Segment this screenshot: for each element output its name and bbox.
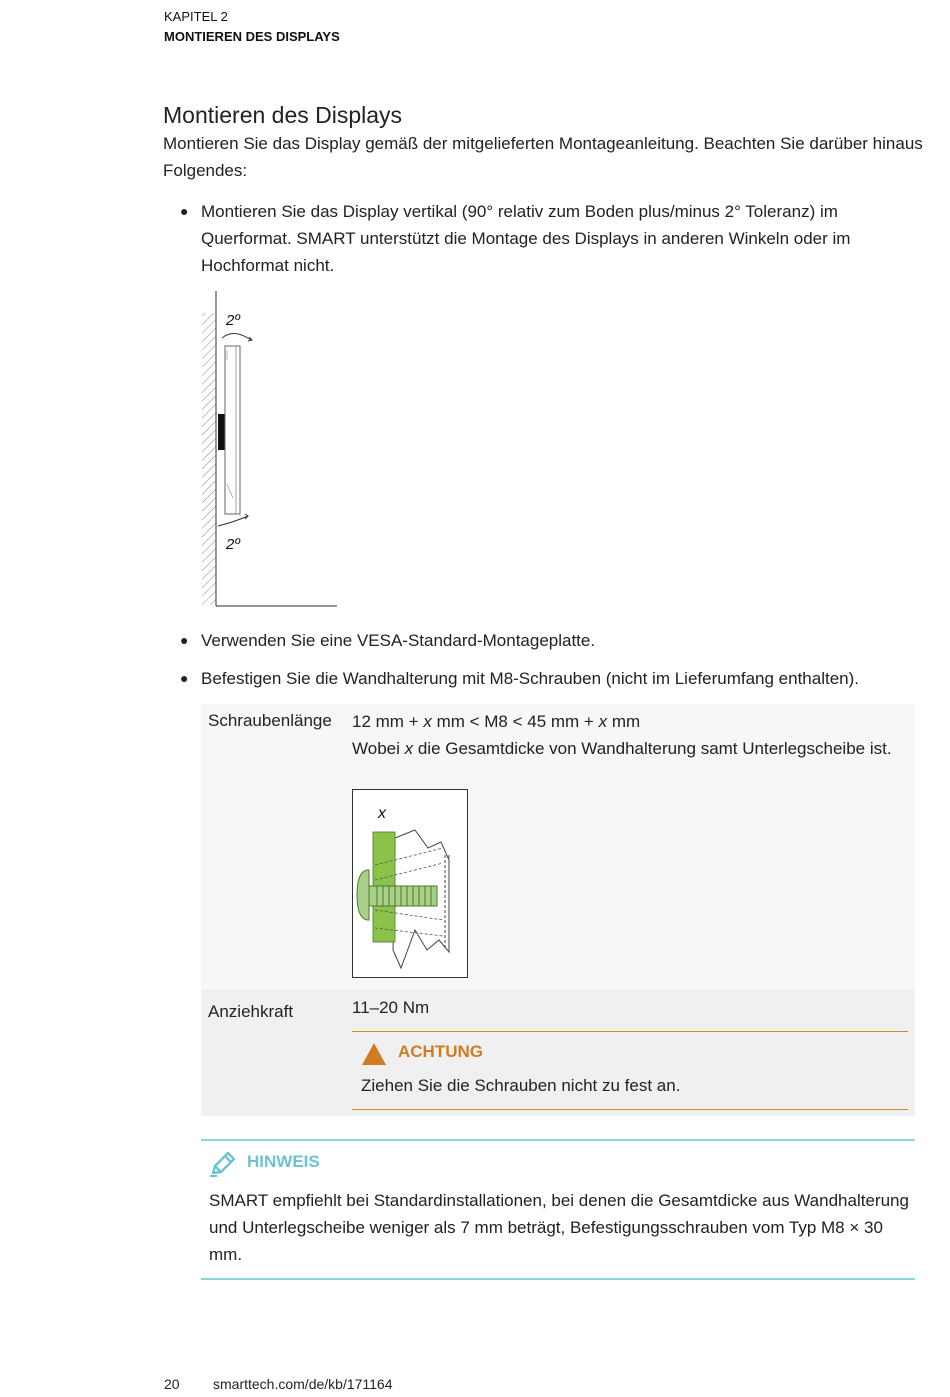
display-tilt-figure xyxy=(196,288,346,610)
display-side xyxy=(225,346,240,514)
bullet-dot: ● xyxy=(180,203,189,219)
note-text: SMART empfiehlt bei Standardinstallationen, bei denen die Gesamtdicke aus Wandhalterung und Unterlegscheibe weniger als 7 mm beträgt, Befestigungsschrauben vom Typ M8 × 30 mm. xyxy=(209,1191,909,1264)
page-number: 20 xyxy=(164,1376,180,1392)
list-item-text: Befestigen Sie die Wandhalterung mit M8-Schrauben (nicht im Lieferumfang enthalten). xyxy=(201,669,860,688)
footer-url[interactable]: smarttech.com/de/kb/171164 xyxy=(213,1376,393,1392)
torque-label: Anziehkraft xyxy=(208,1002,294,1021)
wall-hatching xyxy=(202,313,216,605)
screw-length-label: Schraubenlänge xyxy=(208,711,332,730)
list-item-text: Montieren Sie das Display vertikal (90° relativ zum Boden plus/minus 2° Toleranz) im Querformat. SMART unterstützt die Montage des Displays in anderen Winkeln oder im Hochformat nicht. xyxy=(201,202,851,275)
screw-length-note: Wobei x die Gesamtdicke von Wandhalterung samt Unterlegscheibe ist. xyxy=(352,739,892,758)
top-angle-label: 2º xyxy=(226,312,240,329)
pencil-icon xyxy=(209,1151,237,1177)
screw-illustration xyxy=(353,790,467,977)
screw-length-formula: 12 mm + x mm < M8 < 45 mm + x mm xyxy=(352,712,641,731)
warning-icon xyxy=(361,1042,387,1066)
caution-text: Ziehen Sie die Schrauben nicht zu fest an. xyxy=(361,1076,681,1095)
bottom-angle-label: 2º xyxy=(226,536,240,553)
bottom-angle-arc xyxy=(218,516,248,526)
chapter-title: MONTIEREN DES DISPLAYS xyxy=(164,29,340,44)
list-item-text: Verwenden Sie eine VESA-Standard-Montageplatte. xyxy=(201,631,596,650)
wall-bracket xyxy=(218,414,225,450)
section-title: Montieren des Displays xyxy=(163,102,403,128)
note-box xyxy=(201,1139,915,1280)
caution-box xyxy=(352,1031,908,1110)
caution-title: ACHTUNG xyxy=(398,1042,483,1061)
bullet-dot: ● xyxy=(180,670,189,686)
spec-table xyxy=(201,704,915,1116)
note-title: HINWEIS xyxy=(247,1152,320,1171)
torque-value: 11–20 Nm xyxy=(352,998,430,1017)
table-row xyxy=(201,704,915,990)
intro-paragraph: Montieren Sie das Display gemäß der mitgelieferten Montageanleitung. Beachten Sie darüber hinaus Folgendes: xyxy=(163,134,923,180)
screw-shaft xyxy=(369,886,437,906)
top-angle-arc xyxy=(222,333,251,340)
chapter-number: KAPITEL 2 xyxy=(164,9,228,24)
screw-head xyxy=(357,870,369,920)
screw-figure xyxy=(352,789,468,978)
bullet-dot: ● xyxy=(180,632,189,648)
thickness-x-label: x xyxy=(378,805,386,822)
